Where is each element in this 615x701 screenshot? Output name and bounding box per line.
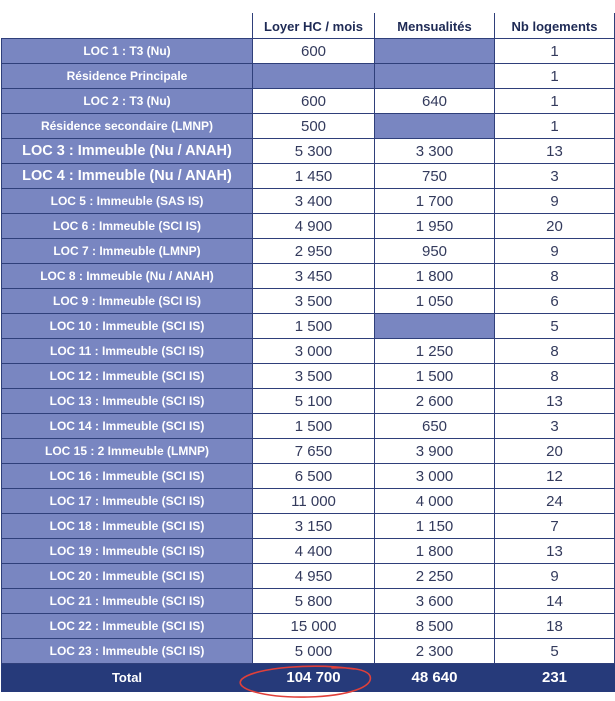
- units-cell: 13: [495, 539, 615, 564]
- header-units: Nb logements: [495, 14, 615, 39]
- row-label: LOC 17 : Immeuble (SCI IS): [2, 489, 253, 514]
- payment-cell: 3 300: [375, 139, 495, 164]
- table-row: [2, 439, 615, 464]
- payment-cell: 3 000: [375, 464, 495, 489]
- row-label: LOC 13 : Immeuble (SCI IS): [2, 389, 253, 414]
- payment-cell: 8 500: [375, 614, 495, 639]
- units-cell: 5: [495, 314, 615, 339]
- rent-cell: 1 500: [253, 414, 375, 439]
- units-cell: 9: [495, 239, 615, 264]
- row-label: LOC 18 : Immeuble (SCI IS): [2, 514, 253, 539]
- rent-cell: 1 500: [253, 314, 375, 339]
- table-row: [2, 139, 615, 164]
- row-label: Résidence secondaire (LMNP): [2, 114, 253, 139]
- rent-cell: 600: [253, 39, 375, 64]
- table-body: [2, 39, 615, 664]
- rent-cell: 15 000: [253, 614, 375, 639]
- row-label: LOC 15 : 2 Immeuble (LMNP): [2, 439, 253, 464]
- payment-cell: 1 050: [375, 289, 495, 314]
- row-label: LOC 9 : Immeuble (SCI IS): [2, 289, 253, 314]
- payment-cell: 950: [375, 239, 495, 264]
- rent-cell: 4 400: [253, 539, 375, 564]
- header-payment: Mensualités: [375, 14, 495, 39]
- row-label: LOC 20 : Immeuble (SCI IS): [2, 564, 253, 589]
- table-row: [2, 589, 615, 614]
- payment-cell: 1 700: [375, 189, 495, 214]
- row-label: LOC 6 : Immeuble (SCI IS): [2, 214, 253, 239]
- rent-cell: 3 000: [253, 339, 375, 364]
- table-row: [2, 189, 615, 214]
- rent-cell: 3 400: [253, 189, 375, 214]
- payment-cell: 750: [375, 164, 495, 189]
- units-cell: 1: [495, 39, 615, 64]
- rent-cell: 11 000: [253, 489, 375, 514]
- table-row: [2, 39, 615, 64]
- header-row: [2, 14, 615, 39]
- table-row: [2, 239, 615, 264]
- payment-cell: 2 250: [375, 564, 495, 589]
- units-cell: 14: [495, 589, 615, 614]
- units-cell: 12: [495, 464, 615, 489]
- units-cell: 3: [495, 414, 615, 439]
- units-cell: 24: [495, 489, 615, 514]
- row-label: LOC 2 : T3 (Nu): [2, 89, 253, 114]
- total-rent: 104 700: [253, 664, 375, 692]
- units-cell: 20: [495, 214, 615, 239]
- row-label: LOC 22 : Immeuble (SCI IS): [2, 614, 253, 639]
- rent-cell: 4 900: [253, 214, 375, 239]
- units-cell: 6: [495, 289, 615, 314]
- payment-cell: [375, 114, 495, 139]
- row-label: LOC 1 : T3 (Nu): [2, 39, 253, 64]
- units-cell: 5: [495, 639, 615, 664]
- units-cell: 8: [495, 339, 615, 364]
- table-row: [2, 214, 615, 239]
- payment-cell: 2 600: [375, 389, 495, 414]
- rent-cell: 5 800: [253, 589, 375, 614]
- rent-cell: 5 000: [253, 639, 375, 664]
- table-row: [2, 539, 615, 564]
- table-row: [2, 614, 615, 639]
- payment-cell: 1 500: [375, 364, 495, 389]
- units-cell: 3: [495, 164, 615, 189]
- table-row: [2, 114, 615, 139]
- units-cell: 7: [495, 514, 615, 539]
- table-row: [2, 339, 615, 364]
- rent-cell: 3 450: [253, 264, 375, 289]
- row-label: LOC 19 : Immeuble (SCI IS): [2, 539, 253, 564]
- total-units: 231: [495, 664, 615, 692]
- rent-cell: [253, 64, 375, 89]
- rent-cell: 3 500: [253, 364, 375, 389]
- header-rent: Loyer HC / mois: [253, 14, 375, 39]
- payment-cell: 4 000: [375, 489, 495, 514]
- row-label: LOC 12 : Immeuble (SCI IS): [2, 364, 253, 389]
- payment-cell: [375, 39, 495, 64]
- table-row: [2, 514, 615, 539]
- units-cell: 9: [495, 189, 615, 214]
- row-label: LOC 16 : Immeuble (SCI IS): [2, 464, 253, 489]
- table-row: [2, 89, 615, 114]
- units-cell: 1: [495, 89, 615, 114]
- table-row: [2, 289, 615, 314]
- rent-cell: 5 100: [253, 389, 375, 414]
- row-label: LOC 5 : Immeuble (SAS IS): [2, 189, 253, 214]
- payment-cell: 1 800: [375, 539, 495, 564]
- rent-cell: 5 300: [253, 139, 375, 164]
- rent-cell: 3 500: [253, 289, 375, 314]
- row-label: LOC 7 : Immeuble (LMNP): [2, 239, 253, 264]
- rent-cell: 7 650: [253, 439, 375, 464]
- row-label: LOC 10 : Immeuble (SCI IS): [2, 314, 253, 339]
- row-label: LOC 11 : Immeuble (SCI IS): [2, 339, 253, 364]
- payment-cell: [375, 314, 495, 339]
- table-row: [2, 64, 615, 89]
- payment-cell: 640: [375, 89, 495, 114]
- row-label: LOC 4 : Immeuble (Nu / ANAH): [2, 164, 253, 189]
- table-row: [2, 414, 615, 439]
- row-label: LOC 8 : Immeuble (Nu / ANAH): [2, 264, 253, 289]
- total-payment: 48 640: [375, 664, 495, 692]
- table-row: [2, 314, 615, 339]
- payment-cell: 1 250: [375, 339, 495, 364]
- rent-cell: 3 150: [253, 514, 375, 539]
- total-label: Total: [2, 664, 253, 692]
- units-cell: 1: [495, 64, 615, 89]
- units-cell: 13: [495, 139, 615, 164]
- rent-cell: 2 950: [253, 239, 375, 264]
- payment-cell: 3 900: [375, 439, 495, 464]
- units-cell: 18: [495, 614, 615, 639]
- total-row: [2, 664, 615, 692]
- table-row: [2, 489, 615, 514]
- payment-cell: 3 600: [375, 589, 495, 614]
- table-row: [2, 364, 615, 389]
- rent-cell: 500: [253, 114, 375, 139]
- units-cell: 9: [495, 564, 615, 589]
- table-row: [2, 164, 615, 189]
- rent-cell: 1 450: [253, 164, 375, 189]
- row-label: LOC 3 : Immeuble (Nu / ANAH): [2, 139, 253, 164]
- header-corner: [2, 14, 253, 39]
- row-label: Résidence Principale: [2, 64, 253, 89]
- table-row: [2, 464, 615, 489]
- units-cell: 20: [495, 439, 615, 464]
- rent-cell: 600: [253, 89, 375, 114]
- units-cell: 8: [495, 364, 615, 389]
- row-label: LOC 14 : Immeuble (SCI IS): [2, 414, 253, 439]
- table-row: [2, 639, 615, 664]
- rent-cell: 6 500: [253, 464, 375, 489]
- row-label: LOC 21 : Immeuble (SCI IS): [2, 589, 253, 614]
- payment-cell: 1 150: [375, 514, 495, 539]
- units-cell: 8: [495, 264, 615, 289]
- table-row: [2, 264, 615, 289]
- units-cell: 13: [495, 389, 615, 414]
- row-label: LOC 23 : Immeuble (SCI IS): [2, 639, 253, 664]
- payment-cell: 1 800: [375, 264, 495, 289]
- payment-cell: 1 950: [375, 214, 495, 239]
- rental-table: [1, 13, 615, 692]
- rent-cell: 4 950: [253, 564, 375, 589]
- payment-cell: 650: [375, 414, 495, 439]
- table-row: [2, 564, 615, 589]
- table-row: [2, 389, 615, 414]
- payment-cell: 2 300: [375, 639, 495, 664]
- units-cell: 1: [495, 114, 615, 139]
- payment-cell: [375, 64, 495, 89]
